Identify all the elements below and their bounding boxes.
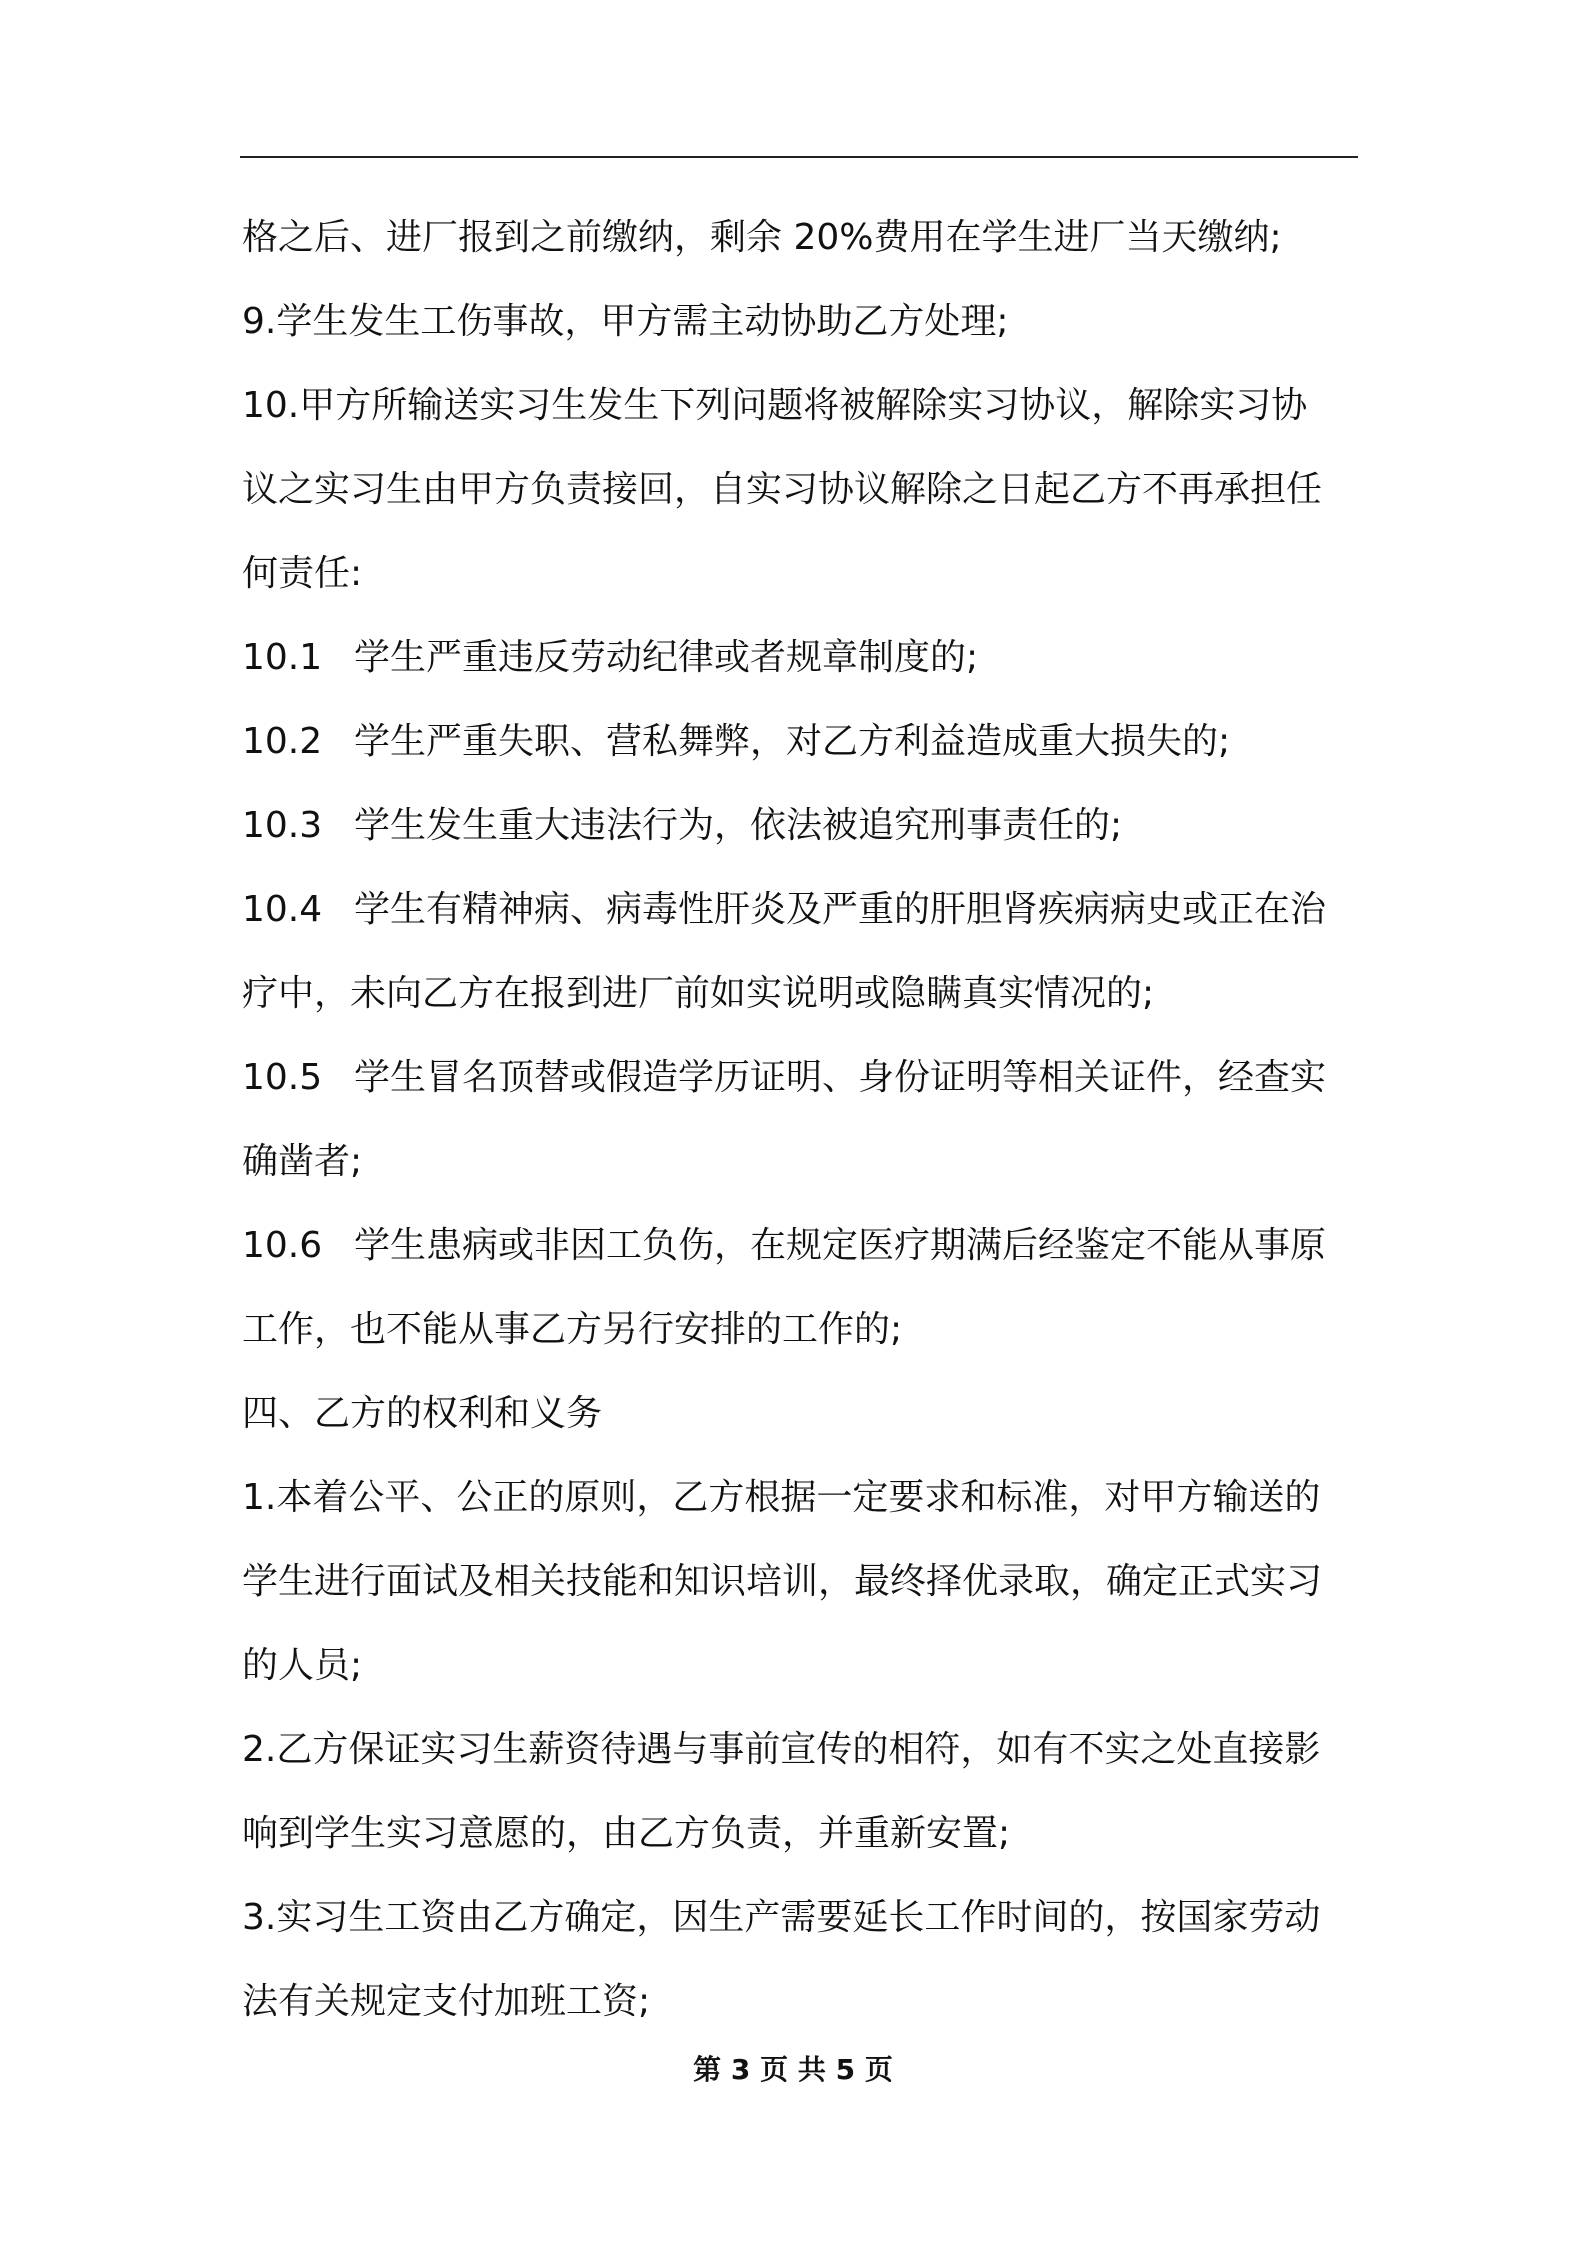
section-line: 的人员; bbox=[242, 1645, 363, 1686]
header-rule bbox=[240, 156, 1358, 158]
paragraph-line: 何责任: bbox=[242, 553, 363, 594]
clause-10-5 bbox=[242, 1036, 1360, 1120]
clause-text: 学生患病或非因工负伤，在规定医疗期满后经鉴定不能从事原 bbox=[354, 1225, 1327, 1266]
paragraph-line: 9.学生发生工伤事故，甲方需主动协助乙方处理; bbox=[242, 301, 1009, 342]
clause-continuation: 确凿者; bbox=[242, 1141, 363, 1182]
section-line: 法有关规定支付加班工资; bbox=[242, 1981, 651, 2022]
clause-number: 10.1 bbox=[242, 637, 323, 678]
clause-number: 10.4 bbox=[242, 889, 323, 930]
page-number-footer: 第 3 页 共 5 页 bbox=[693, 2053, 893, 2086]
section-line: 3.实习生工资由乙方确定，因生产需要延长工作时间的，按国家劳动 bbox=[242, 1897, 1321, 1938]
clause-number: 10.5 bbox=[242, 1057, 323, 1098]
clause-10-2 bbox=[242, 700, 1360, 784]
clause-text: 学生严重失职、营私舞弊，对乙方利益造成重大损失的; bbox=[354, 721, 1231, 762]
paragraph-line: 10.甲方所输送实习生发生下列问题将被解除实习协议，解除实习协 bbox=[242, 385, 1308, 426]
section-line: 响到学生实习意愿的，由乙方负责，并重新安置; bbox=[242, 1813, 1011, 1854]
clause-10-4 bbox=[242, 868, 1360, 952]
clause-number: 10.2 bbox=[242, 721, 323, 762]
paragraph-line: 格之后、进厂报到之前缴纳，剩余 20%费用在学生进厂当天缴纳; bbox=[242, 217, 1282, 258]
clause-10-6 bbox=[242, 1204, 1360, 1288]
paragraph-line: 议之实习生由甲方负责接回，自实习协议解除之日起乙方不再承担任 bbox=[242, 469, 1323, 510]
section-line: 1.本着公平、公正的原则，乙方根据一定要求和标准，对甲方输送的 bbox=[242, 1477, 1321, 1518]
clause-number: 10.3 bbox=[242, 805, 323, 846]
clause-10-1 bbox=[242, 616, 1360, 700]
section-line: 学生进行面试及相关技能和知识培训，最终择优录取，确定正式实习 bbox=[242, 1561, 1323, 1602]
clause-text: 学生有精神病、病毒性肝炎及严重的肝胆肾疾病病史或正在治 bbox=[354, 889, 1327, 930]
section-line: 2.乙方保证实习生薪资待遇与事前宣传的相符，如有不实之处直接影 bbox=[242, 1729, 1321, 1770]
clause-text: 学生严重违反劳动纪律或者规章制度的; bbox=[354, 637, 979, 678]
clause-continuation: 疗中，未向乙方在报到进厂前如实说明或隐瞒真实情况的; bbox=[242, 973, 1155, 1014]
section-heading: 四、乙方的权利和义务 bbox=[242, 1393, 603, 1434]
clause-number: 10.6 bbox=[242, 1225, 323, 1266]
clause-text: 学生发生重大违法行为，依法被追究刑事责任的; bbox=[354, 805, 1123, 846]
document-body bbox=[242, 196, 1360, 2044]
clause-continuation: 工作，也不能从事乙方另行安排的工作的; bbox=[242, 1309, 903, 1350]
clause-text: 学生冒名顶替或假造学历证明、身份证明等相关证件，经查实 bbox=[354, 1057, 1327, 1098]
clause-10-3 bbox=[242, 784, 1360, 868]
